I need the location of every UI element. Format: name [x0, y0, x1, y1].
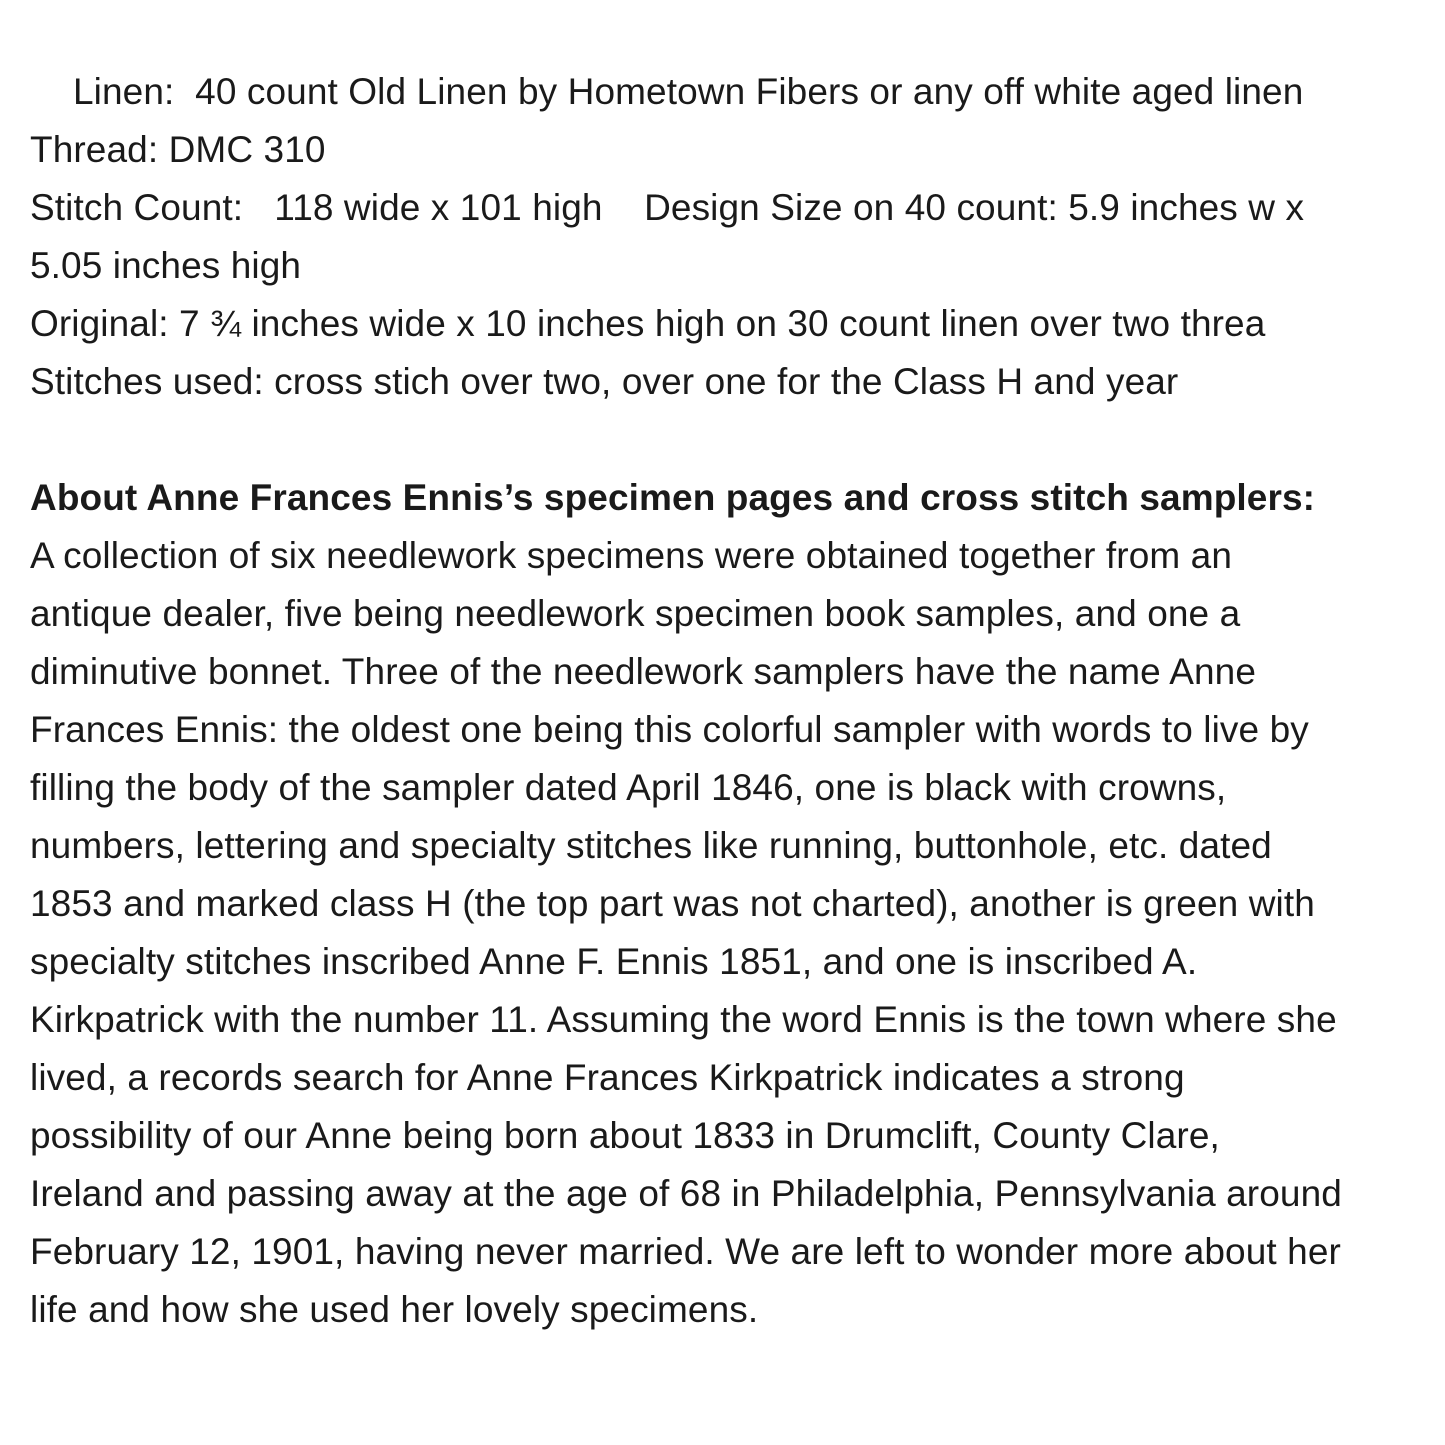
about-line: lived, a records search for Anne Frances Kirkpatrick indicates a strong — [30, 1057, 1185, 1098]
about-line: numbers, lettering and specialty stitches like running, buttonhole, etc. dated — [30, 825, 1272, 866]
thread-spec: Thread: DMC 310 — [30, 129, 326, 170]
about-line: Frances Ennis: the oldest one being this colorful sampler with words to live by — [30, 709, 1309, 750]
section-spacer — [30, 411, 1420, 469]
original-size-spec: Original: 7 ¾ inches wide x 10 inches high on 30 count linen over two threa — [30, 303, 1266, 344]
about-paragraph — [30, 527, 1420, 1339]
about-heading: About Anne Frances Ennis’s specimen pages and cross stitch samplers: — [30, 477, 1316, 518]
about-line: life and how she used her lovely specimens. — [30, 1289, 759, 1330]
stitches-used-spec: Stitches used: cross stich over two, over one for the Class H and year — [30, 361, 1179, 402]
about-line: possibility of our Anne being born about 1833 in Drumclift, County Clare, — [30, 1115, 1220, 1156]
about-line: filling the body of the sampler dated April 1846, one is black with crowns, — [30, 767, 1227, 808]
about-line: diminutive bonnet. Three of the needlework samplers have the name Anne — [30, 651, 1257, 692]
about-line: antique dealer, five being needlework specimen book samples, and one a — [30, 593, 1241, 634]
stitch-count-spec: Stitch Count: 118 wide x 101 high Design Size on 40 count: 5.9 inches w x — [30, 187, 1305, 228]
about-line: February 12, 1901, having never married. We are left to wonder more about her — [30, 1231, 1341, 1272]
design-size-spec: 5.05 inches high — [30, 245, 302, 286]
about-line: specialty stitches inscribed Anne F. Ennis 1851, and one is inscribed A. — [30, 941, 1198, 982]
about-line: Ireland and passing away at the age of 68 in Philadelphia, Pennsylvania around — [30, 1173, 1342, 1214]
document-page — [30, 63, 1420, 1339]
linen-spec: Linen: 40 count Old Linen by Hometown Fibers or any off white aged linen — [73, 71, 1304, 112]
about-line: Kirkpatrick with the number 11. Assuming the word Ennis is the town where she — [30, 999, 1337, 1040]
about-line: 1853 and marked class H (the top part was not charted), another is green with — [30, 883, 1315, 924]
about-line: A collection of six needlework specimens were obtained together from an — [30, 535, 1233, 576]
